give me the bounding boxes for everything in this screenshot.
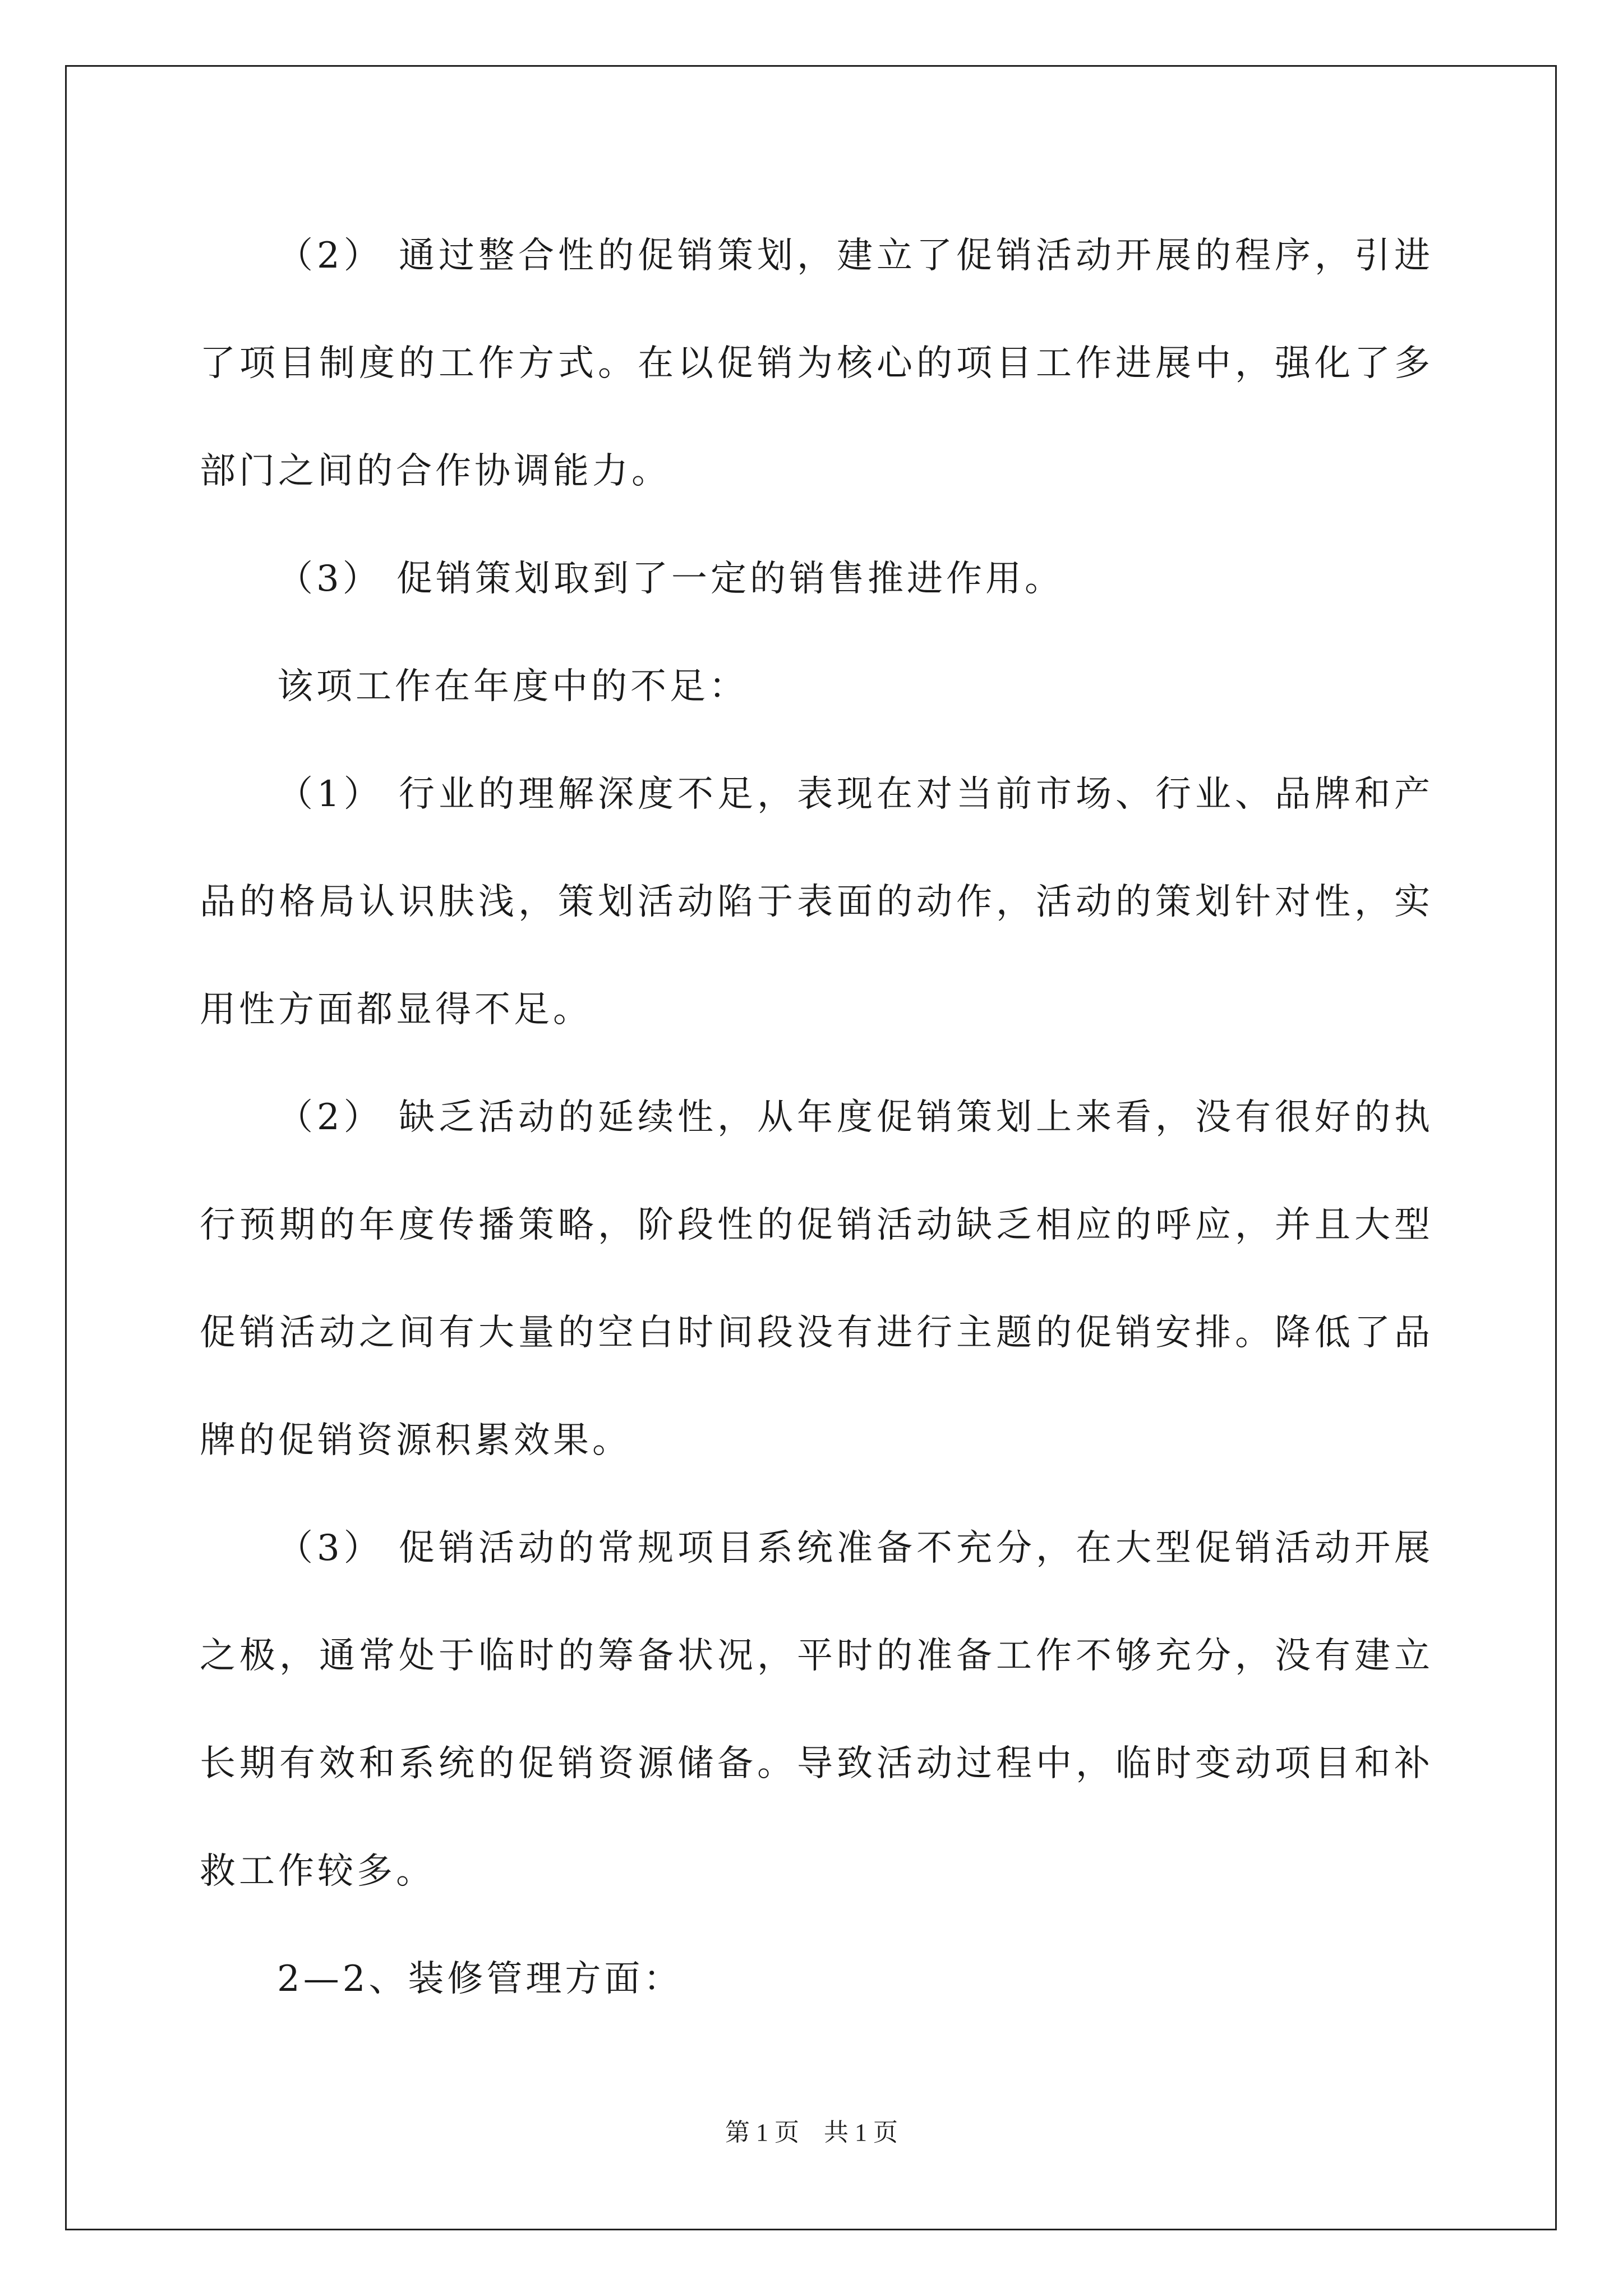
paragraph-promotion-procedure: （2） 通过整合性的促销策划，建立了促销活动开展的程序，引进了项目制度的工作方式。在以促销为核心的项目工作进展中，强化了多部门之间的合作协调能力。: [200, 235, 1433, 492]
page-number-footer: 第 1 页 共 1 页: [725, 2119, 898, 2146]
paragraph-routine-preparation: （3） 促销活动的常规项目系统准备不充分，在大型促销活动开展之极，通常处于临时的筹备状况，平时的准备工作不够充分，没有建立长期有效和系统的促销资源储备。导致活动过程中，临时变动项目和补救工作较多。: [200, 1527, 1433, 1892]
paragraph-decoration-heading: 2—2、装修管理方面：: [277, 1958, 683, 2000]
paragraph-activity-continuity: （2） 缺乏活动的延续性，从年度促销策划上来看，没有很好的执行预期的年度传播策略，阶段性的促销活动缺乏相应的呼应，并且大型促销活动之间有大量的空白时间段没有进行主题的促销安排。降低了品牌的促销资源积累效果。: [200, 1097, 1433, 1461]
paragraph-shortcomings-heading: 该项工作在年度中的不足：: [277, 666, 748, 707]
paragraph-sales-effect: （3） 促销策划取到了一定的销售推进作用。: [277, 558, 1064, 600]
document-body: [200, 202, 1433, 2033]
paragraph-industry-understanding: （1） 行业的理解深度不足，表现在对当前市场、行业、品牌和产品的格局认识肤浅，策划活动陷于表面的动作，活动的策划针对性，实用性方面都显得不足。: [200, 774, 1433, 1030]
